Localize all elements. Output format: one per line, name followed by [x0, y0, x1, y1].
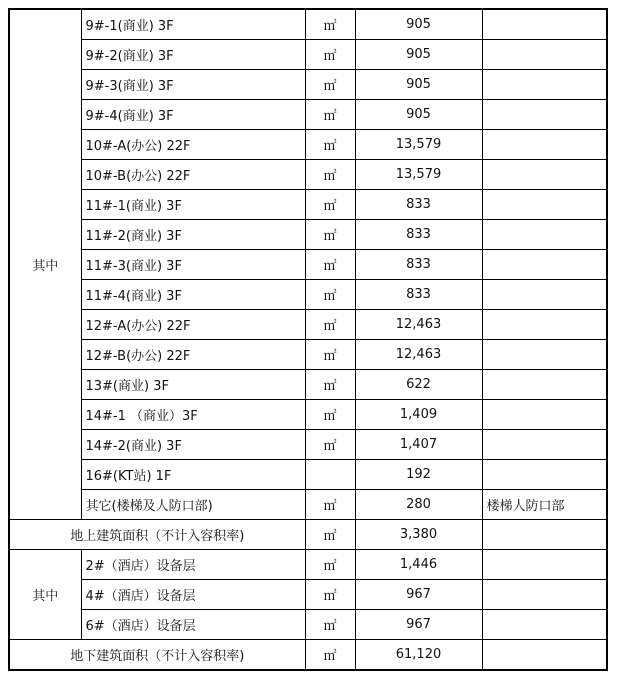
- value-cell: 967: [355, 610, 482, 640]
- unit-cell: ㎡: [305, 280, 355, 310]
- area-table: [8, 8, 608, 671]
- unit-cell: ㎡: [305, 9, 355, 40]
- unit-cell: ㎡: [305, 340, 355, 370]
- note-cell: [482, 220, 607, 250]
- item-name: 11#-2(商业) 3F: [81, 220, 305, 250]
- unit-cell: ㎡: [305, 580, 355, 610]
- group-label-aboveground: 其中: [9, 9, 81, 520]
- unit-cell: ㎡: [305, 220, 355, 250]
- note-cell: [482, 100, 607, 130]
- note-cell: [482, 310, 607, 340]
- note-cell: [482, 640, 607, 671]
- value-cell: 13,579: [355, 160, 482, 190]
- unit-cell: ㎡: [305, 610, 355, 640]
- item-name: 9#-1(商业) 3F: [81, 9, 305, 40]
- item-name: 14#-2(商业) 3F: [81, 430, 305, 460]
- note-cell: [482, 610, 607, 640]
- table-row: [9, 610, 607, 640]
- note-cell: [482, 340, 607, 370]
- item-name: 14#-1 （商业）3F: [81, 400, 305, 430]
- table-row: [9, 490, 607, 520]
- note-cell: [482, 160, 607, 190]
- value-cell: 61,120: [355, 640, 482, 671]
- item-name: 12#-B(办公) 22F: [81, 340, 305, 370]
- value-cell: 13,579: [355, 130, 482, 160]
- unit-cell: ㎡: [305, 490, 355, 520]
- value-cell: 192: [355, 460, 482, 490]
- unit-cell: ㎡: [305, 310, 355, 340]
- item-name: 9#-2(商业) 3F: [81, 40, 305, 70]
- item-name: 12#-A(办公) 22F: [81, 310, 305, 340]
- table-row: [9, 370, 607, 400]
- note-cell: [482, 400, 607, 430]
- table-row: [9, 70, 607, 100]
- note-cell: 楼梯人防口部: [482, 490, 607, 520]
- unit-cell: ㎡: [305, 370, 355, 400]
- unit-cell: ㎡: [305, 70, 355, 100]
- value-cell: 1,446: [355, 550, 482, 580]
- item-name: 9#-4(商业) 3F: [81, 100, 305, 130]
- item-name: 2#（酒店）设备层: [81, 550, 305, 580]
- unit-cell: ㎡: [305, 100, 355, 130]
- table-row: [9, 460, 607, 490]
- item-name: 其它(楼梯及人防口部): [81, 490, 305, 520]
- item-name: 4#（酒店）设备层: [81, 580, 305, 610]
- group-label-equipment: 其中: [9, 550, 81, 640]
- note-cell: [482, 190, 607, 220]
- table-row: [9, 220, 607, 250]
- table-row: [9, 550, 607, 580]
- value-cell: 833: [355, 190, 482, 220]
- note-cell: [482, 40, 607, 70]
- unit-cell: ㎡: [305, 130, 355, 160]
- item-name: 11#-4(商业) 3F: [81, 280, 305, 310]
- note-cell: [482, 520, 607, 550]
- table-row: [9, 280, 607, 310]
- table-row: [9, 400, 607, 430]
- item-name: 6#（酒店）设备层: [81, 610, 305, 640]
- unit-cell: ㎡: [305, 640, 355, 671]
- unit-cell: ㎡: [305, 430, 355, 460]
- table-row: [9, 430, 607, 460]
- value-cell: 3,380: [355, 520, 482, 550]
- value-cell: 1,409: [355, 400, 482, 430]
- value-cell: 967: [355, 580, 482, 610]
- item-name: 16#(KT站) 1F: [81, 460, 305, 490]
- value-cell: 1,407: [355, 430, 482, 460]
- note-cell: [482, 280, 607, 310]
- item-name: 11#-1(商业) 3F: [81, 190, 305, 220]
- item-name: 10#-B(办公) 22F: [81, 160, 305, 190]
- unit-cell: ㎡: [305, 550, 355, 580]
- item-name: 9#-3(商业) 3F: [81, 70, 305, 100]
- unit-cell: ㎡: [305, 40, 355, 70]
- value-cell: 905: [355, 40, 482, 70]
- item-name: 11#-3(商业) 3F: [81, 250, 305, 280]
- value-cell: 833: [355, 280, 482, 310]
- table-row: [9, 40, 607, 70]
- note-cell: [482, 460, 607, 490]
- value-cell: 905: [355, 70, 482, 100]
- unit-cell: ㎡: [305, 400, 355, 430]
- note-cell: [482, 250, 607, 280]
- item-name: 10#-A(办公) 22F: [81, 130, 305, 160]
- table-row: [9, 250, 607, 280]
- note-cell: [482, 9, 607, 40]
- table-row: [9, 9, 607, 40]
- value-cell: 833: [355, 250, 482, 280]
- area-table-container: [8, 8, 608, 671]
- note-cell: [482, 580, 607, 610]
- value-cell: 12,463: [355, 340, 482, 370]
- summary-row-underground: [9, 640, 607, 671]
- table-row: [9, 100, 607, 130]
- note-cell: [482, 550, 607, 580]
- value-cell: 905: [355, 100, 482, 130]
- value-cell: 833: [355, 220, 482, 250]
- table-row: [9, 160, 607, 190]
- unit-cell: ㎡: [305, 160, 355, 190]
- summary-label: 地上建筑面积（不计入容积率): [9, 520, 305, 550]
- value-cell: 280: [355, 490, 482, 520]
- summary-label: 地下建筑面积（不计入容积率): [9, 640, 305, 671]
- note-cell: [482, 430, 607, 460]
- note-cell: [482, 70, 607, 100]
- unit-cell: ㎡: [305, 250, 355, 280]
- note-cell: [482, 130, 607, 160]
- item-name: 13#(商业) 3F: [81, 370, 305, 400]
- table-row: [9, 130, 607, 160]
- table-row: [9, 310, 607, 340]
- value-cell: 622: [355, 370, 482, 400]
- table-row: [9, 340, 607, 370]
- unit-cell: [305, 460, 355, 490]
- note-cell: [482, 370, 607, 400]
- area-table-body: [9, 9, 607, 670]
- unit-cell: ㎡: [305, 520, 355, 550]
- table-row: [9, 580, 607, 610]
- unit-cell: ㎡: [305, 190, 355, 220]
- value-cell: 12,463: [355, 310, 482, 340]
- summary-row-aboveground: [9, 520, 607, 550]
- table-row: [9, 190, 607, 220]
- value-cell: 905: [355, 9, 482, 40]
